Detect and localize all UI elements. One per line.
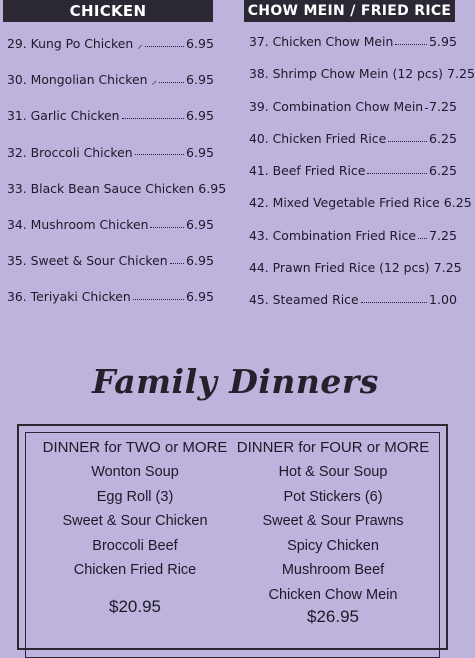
menu-item-price: 6.95 — [185, 144, 214, 160]
menu-item — [7, 289, 214, 325]
menu-item-price: 7.25 — [428, 98, 457, 114]
dinner-item: Broccoli Beef — [92, 537, 178, 554]
chicken-section-title: CHICKEN — [3, 0, 213, 22]
menu-item-name: 33. Black Bean Sauce Chicken — [7, 180, 195, 196]
menu-item-price: 6.95 — [185, 253, 214, 269]
chili-pepper-icon: ⸝ — [151, 74, 157, 88]
dinner-price: $20.95 — [109, 596, 161, 616]
menu-item-name: 34. Mushroom Chicken — [7, 216, 149, 232]
menu-item-price: 6.95 — [185, 108, 214, 124]
dot-leader — [395, 36, 427, 45]
dinner-item: Chicken Fried Rice — [73, 562, 197, 578]
menu-item — [7, 72, 214, 108]
chow-mein-section-title: CHOW MEIN / FRIED RICE — [244, 0, 455, 22]
dinner-title: DINNER for TWO or MORE — [42, 439, 228, 456]
menu-item-price: 6.25 — [428, 130, 457, 146]
dinner-for-four — [233, 436, 433, 627]
dinner-item: Sweet & Sour Chicken — [62, 513, 208, 529]
menu-item-price: 7.25 — [447, 66, 475, 82]
menu-item-name: 36. Teriyaki Chicken — [7, 289, 131, 305]
menu-item-name: 40. Chicken Fried Rice — [249, 130, 387, 146]
menu-item-price: 6.95 — [185, 72, 214, 88]
menu-item-price: 7.25 — [433, 260, 462, 276]
menu-item — [249, 66, 475, 98]
dot-leader — [145, 38, 184, 47]
dot-leader — [367, 165, 427, 174]
menu-item — [249, 131, 457, 163]
dot-leader — [135, 146, 184, 155]
menu-item-name: 44. Prawn Fried Rice (12 pcs) — [249, 260, 430, 276]
dinner-item: Egg Roll (3) — [96, 488, 174, 505]
menu-item-name: 39. Combination Chow Mein — [249, 98, 424, 114]
dinner-item: Chicken Chow Mein — [268, 586, 398, 603]
dinner-title: DINNER for FOUR or MORE — [236, 439, 430, 456]
menu-item-price: 1.00 — [428, 292, 457, 308]
menu-item-name: 30. Mongolian Chicken — [7, 72, 148, 88]
chili-pepper-icon: ⸝ — [137, 38, 143, 51]
menu-item — [249, 163, 457, 195]
menu-item-price: 6.95 — [198, 180, 227, 196]
dot-leader — [159, 74, 184, 83]
dinner-item: Pot Stickers (6) — [283, 488, 383, 505]
dot-leader — [150, 219, 183, 228]
dinner-item: Wonton Soup — [91, 464, 179, 480]
dot-leader — [388, 133, 427, 142]
chicken-list — [7, 36, 227, 326]
dinner-item: Hot & Sour Soup — [278, 464, 388, 480]
dot-leader — [425, 100, 427, 109]
menu-item — [7, 253, 214, 289]
menu-item — [249, 292, 457, 324]
dinner-item: Sweet & Sour Prawns — [262, 513, 404, 529]
menu-item-price: 7.25 — [428, 227, 457, 243]
menu-item — [7, 217, 214, 253]
menu-item-name: 32. Broccoli Chicken — [7, 144, 133, 160]
menu-item-price: 6.95 — [185, 216, 214, 232]
menu-item-name: 38. Shrimp Chow Mein (12 pcs) — [249, 66, 443, 82]
menu-item — [249, 195, 472, 227]
dot-leader — [133, 291, 184, 300]
menu-item — [7, 145, 214, 181]
menu-item — [249, 228, 457, 260]
menu-item-price: 6.95 — [185, 36, 214, 51]
dot-leader — [170, 255, 184, 264]
menu-item-name: 29. Kung Po Chicken — [7, 36, 134, 51]
menu-item-name: 41. Beef Fried Rice — [249, 163, 366, 179]
menu-item — [249, 34, 457, 66]
menu-item-price: 5.95 — [428, 34, 457, 49]
menu-item-name: 42. Mixed Vegetable Fried Rice — [249, 195, 440, 211]
dot-leader — [122, 110, 184, 119]
menu-item — [7, 180, 227, 217]
family-dinners-title: Family Dinners — [92, 362, 379, 401]
menu-item — [7, 108, 214, 144]
menu-item-price: 6.25 — [443, 195, 472, 211]
menu-item-name: 45. Steamed Rice — [249, 292, 359, 308]
dot-leader — [418, 230, 427, 239]
family-dinners-box — [17, 424, 448, 650]
menu-item — [249, 99, 457, 131]
menu-item-name: 37. Chicken Chow Mein — [249, 34, 394, 49]
dinner-item: Mushroom Beef — [281, 562, 385, 578]
dot-leader — [361, 294, 427, 303]
dinner-price: $26.95 — [307, 607, 359, 626]
chow-mein-list — [249, 34, 475, 325]
dinner-item: Spicy Chicken — [287, 537, 379, 554]
menu-item-name: 31. Garlic Chicken — [7, 108, 120, 124]
menu-item-price: 6.95 — [185, 289, 214, 305]
menu-item-name: 35. Sweet & Sour Chicken — [7, 253, 168, 269]
menu-item — [7, 36, 214, 72]
menu-item-price: 6.25 — [428, 163, 457, 179]
dinner-for-two — [35, 436, 235, 617]
menu-item-name: 43. Combination Fried Rice — [249, 227, 417, 243]
menu-item — [249, 260, 462, 292]
